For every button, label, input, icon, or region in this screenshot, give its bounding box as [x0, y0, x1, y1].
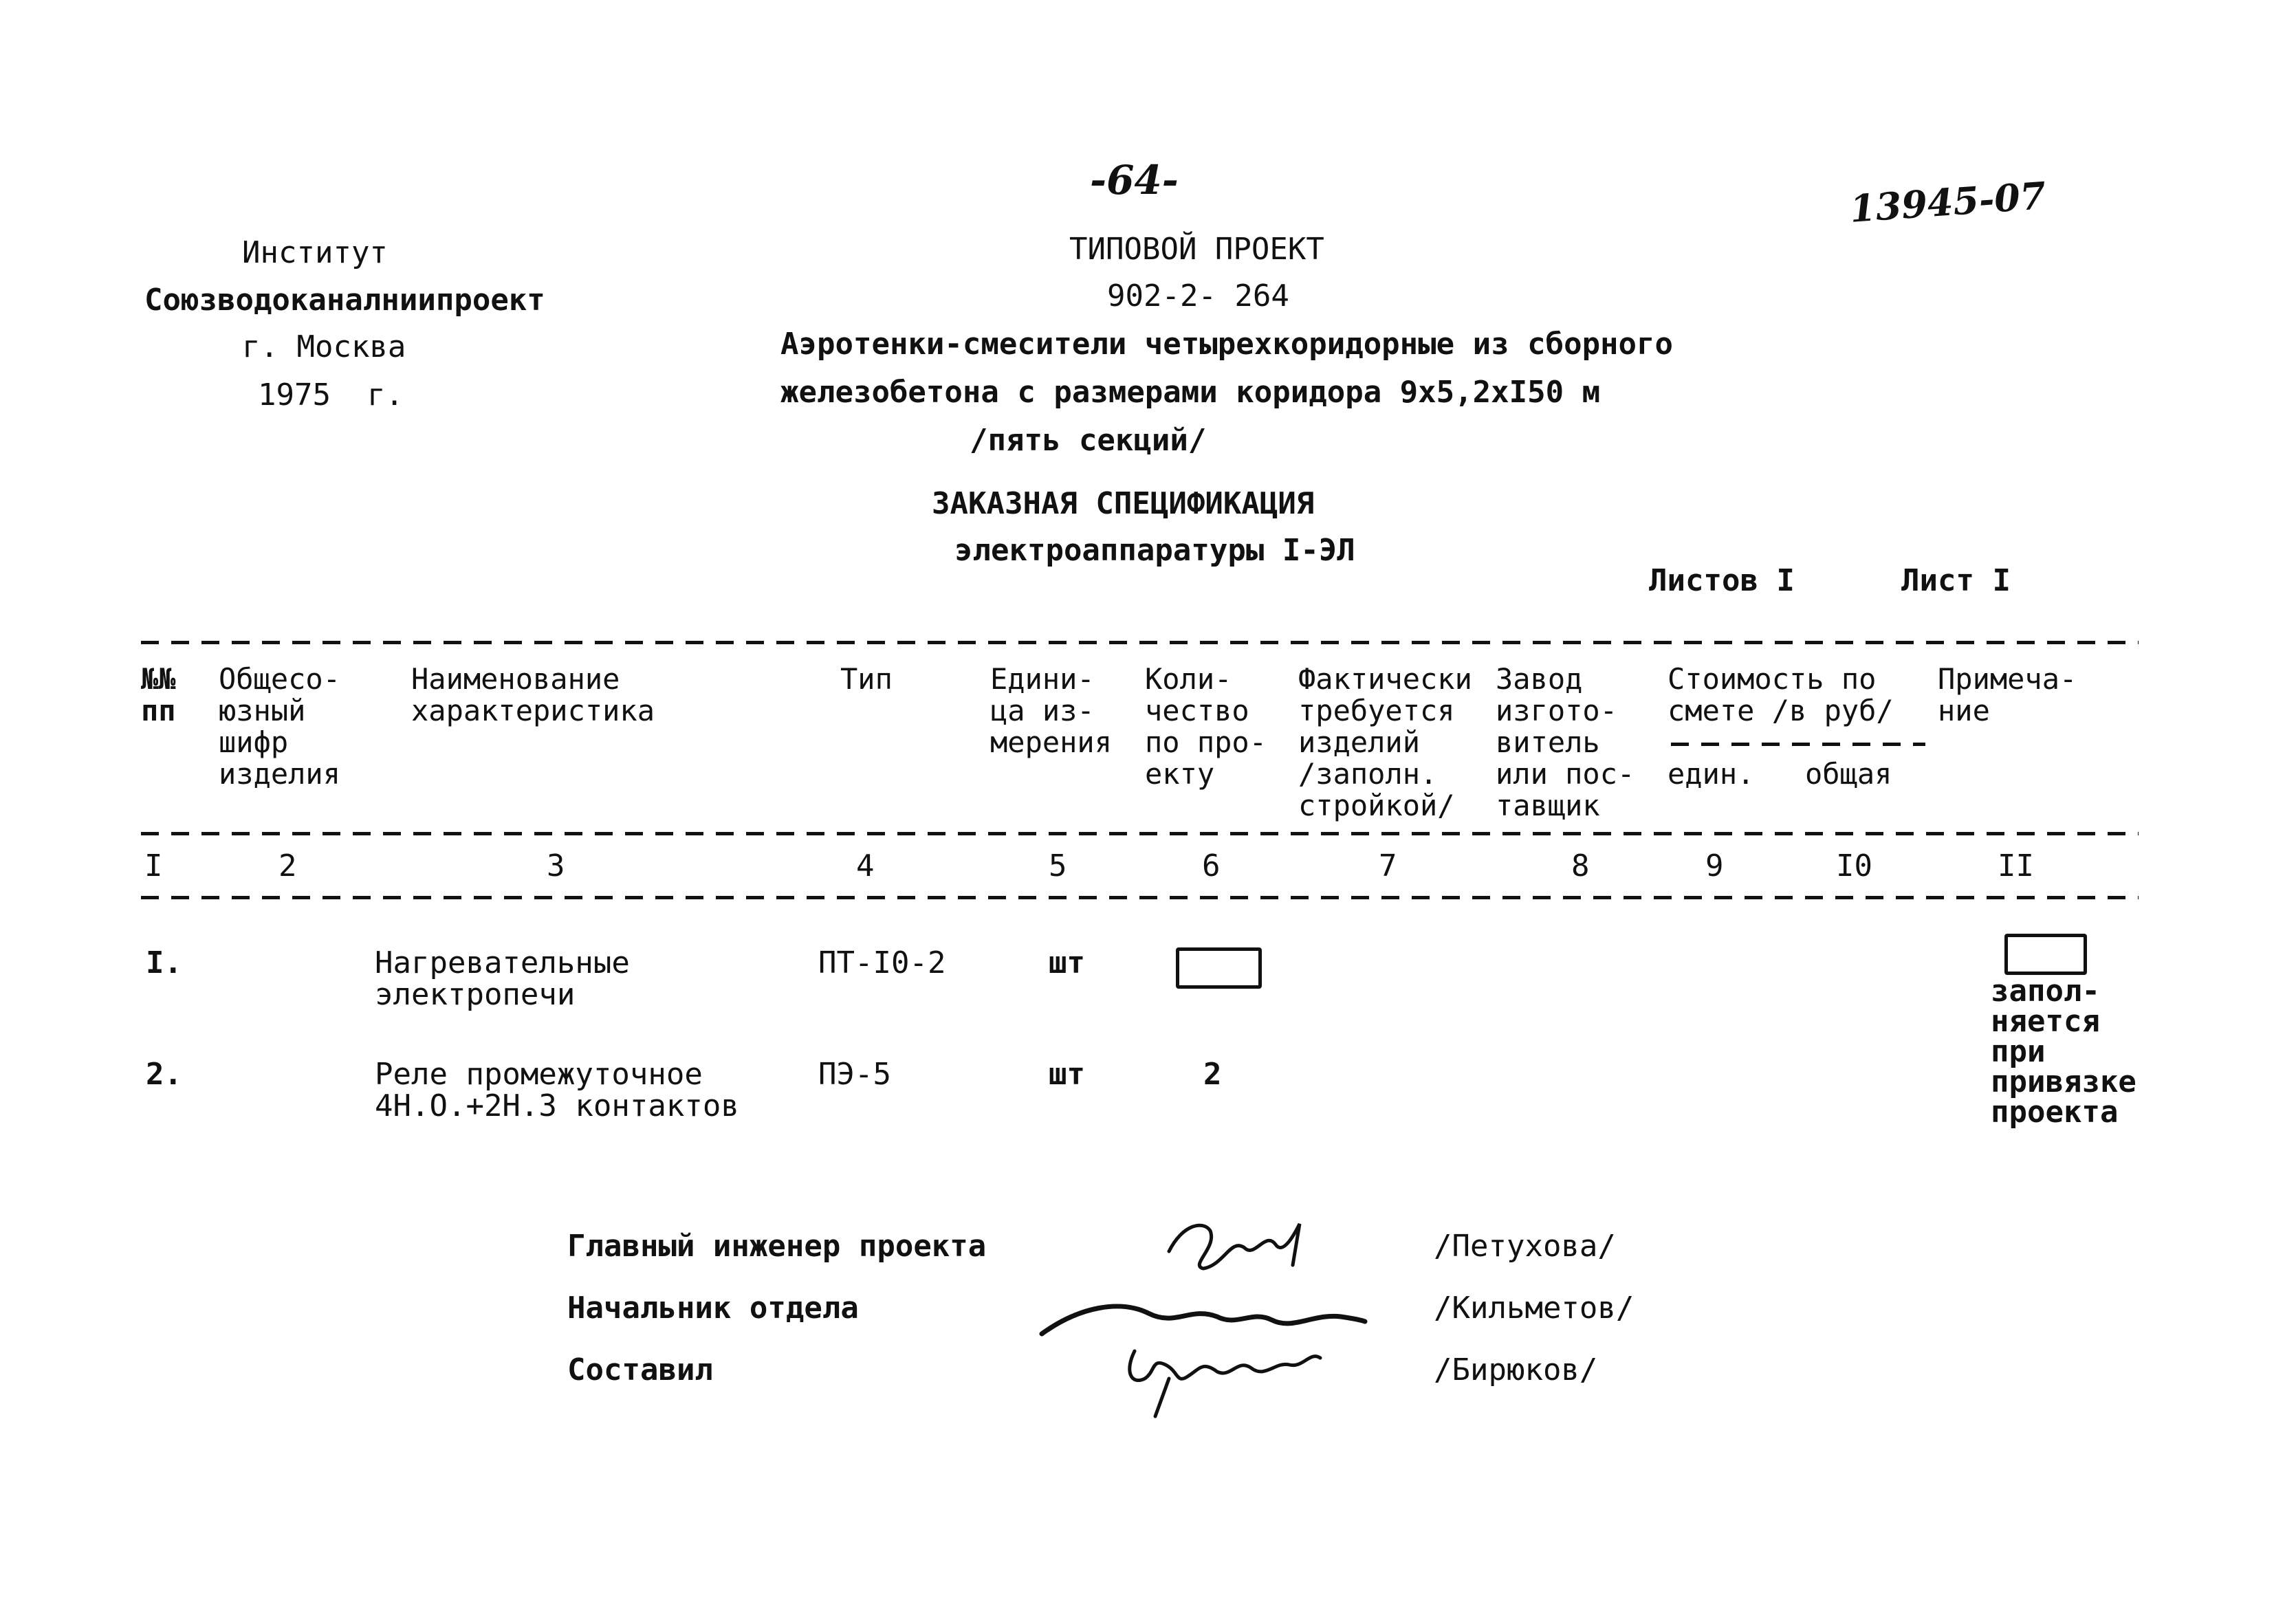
project-title: ТИПОВОЙ ПРОЕКТ	[1069, 232, 1324, 267]
header-row-number: №№ пп	[141, 662, 176, 727]
header-quantity: Коли- чество по про- екту	[1145, 662, 1267, 791]
header-cost: Стоимость по смете /в руб/	[1668, 662, 1894, 727]
row1-quantity-box	[1176, 947, 1262, 989]
sheet-current: Лист I	[1901, 563, 2011, 598]
sheets-total: Листов I	[1649, 563, 1795, 598]
institute-name: Союзводоканалниипроект	[144, 283, 545, 318]
project-number: 902-2- 264	[1107, 278, 1289, 314]
header-name: Наименование характеристика	[411, 662, 655, 727]
signature-name: /Бирюков/	[1434, 1352, 1598, 1387]
column-number: I0	[1836, 848, 1872, 884]
row2-name: Реле промежуточное 4Н.О.+2Н.З контактов	[375, 1057, 739, 1123]
header-cost-rule	[1671, 743, 1925, 746]
table-top-rule	[141, 641, 2139, 644]
column-number: 7	[1379, 848, 1397, 884]
note-box	[2004, 934, 2087, 975]
column-number: 4	[856, 848, 875, 884]
row2-number: 2.	[146, 1057, 182, 1092]
row1-unit: шт	[1049, 945, 1085, 980]
row1-name: Нагревательные электропечи	[375, 945, 630, 1012]
institute-label: Институт	[242, 235, 388, 270]
header-manufacturer: Завод изгото- витель или пос- тавщик	[1496, 662, 1635, 822]
page-number: -64-	[1090, 157, 1179, 204]
institute-year: 1975 г.	[258, 377, 404, 413]
header-union-code: Общесо- юзный шифр изделия	[219, 662, 341, 791]
header-actual-required: Фактически требуется изделий /заполн. стройкой/	[1298, 662, 1472, 822]
column-number: 8	[1571, 848, 1590, 884]
row2-quantity: 2	[1203, 1057, 1222, 1092]
column-number: 9	[1705, 848, 1724, 884]
handwritten-signature-biryukov	[1114, 1330, 1334, 1420]
institute-city: г. Москва	[242, 329, 406, 364]
signature-role: Составил	[567, 1352, 713, 1387]
table-header-rule	[141, 832, 2139, 835]
header-type: Тип	[840, 662, 893, 696]
spec-subtitle: электроаппаратуры I-ЭЛ	[954, 533, 1355, 568]
header-unit: Едини- ца из- мерения	[990, 662, 1113, 759]
signature-name: /Кильметов/	[1434, 1291, 1635, 1326]
project-description-line2: железобетона с размерами коридора 9х5,2хI50 м	[780, 375, 1601, 410]
handwritten-signature-petukhova	[1162, 1210, 1313, 1279]
row1-number: I.	[146, 945, 182, 980]
header-cost-unit: един.	[1668, 757, 1755, 791]
document-code: 13945-07	[1848, 173, 2048, 231]
row2-type: ПЭ-5	[818, 1057, 891, 1092]
signature-role: Начальник отдела	[567, 1291, 859, 1326]
column-number: 6	[1202, 848, 1221, 884]
signature-name: /Петухова/	[1434, 1229, 1616, 1264]
header-note: Примеча- ние	[1938, 662, 2077, 727]
spec-title: ЗАКАЗНАЯ СПЕЦИФИКАЦИЯ	[932, 486, 1315, 521]
signature-role: Главный инженер проекта	[567, 1229, 987, 1264]
row1-type: ПТ-I0-2	[818, 945, 946, 980]
note-text: запол- няется при привязке проекта	[1991, 974, 2136, 1130]
column-number: I	[144, 848, 163, 884]
column-number: 2	[278, 848, 297, 884]
header-cost-total: общая	[1805, 757, 1892, 791]
column-number: 3	[547, 848, 565, 884]
table-numbers-rule	[141, 896, 2139, 899]
column-number: II	[1998, 848, 2034, 884]
project-description-line1: Аэротенки-смесители четырехкоридорные из сборного	[780, 327, 1674, 362]
row2-unit: шт	[1049, 1057, 1085, 1092]
column-number: 5	[1049, 848, 1067, 884]
project-description-line3: /пять секций/	[970, 423, 1207, 458]
